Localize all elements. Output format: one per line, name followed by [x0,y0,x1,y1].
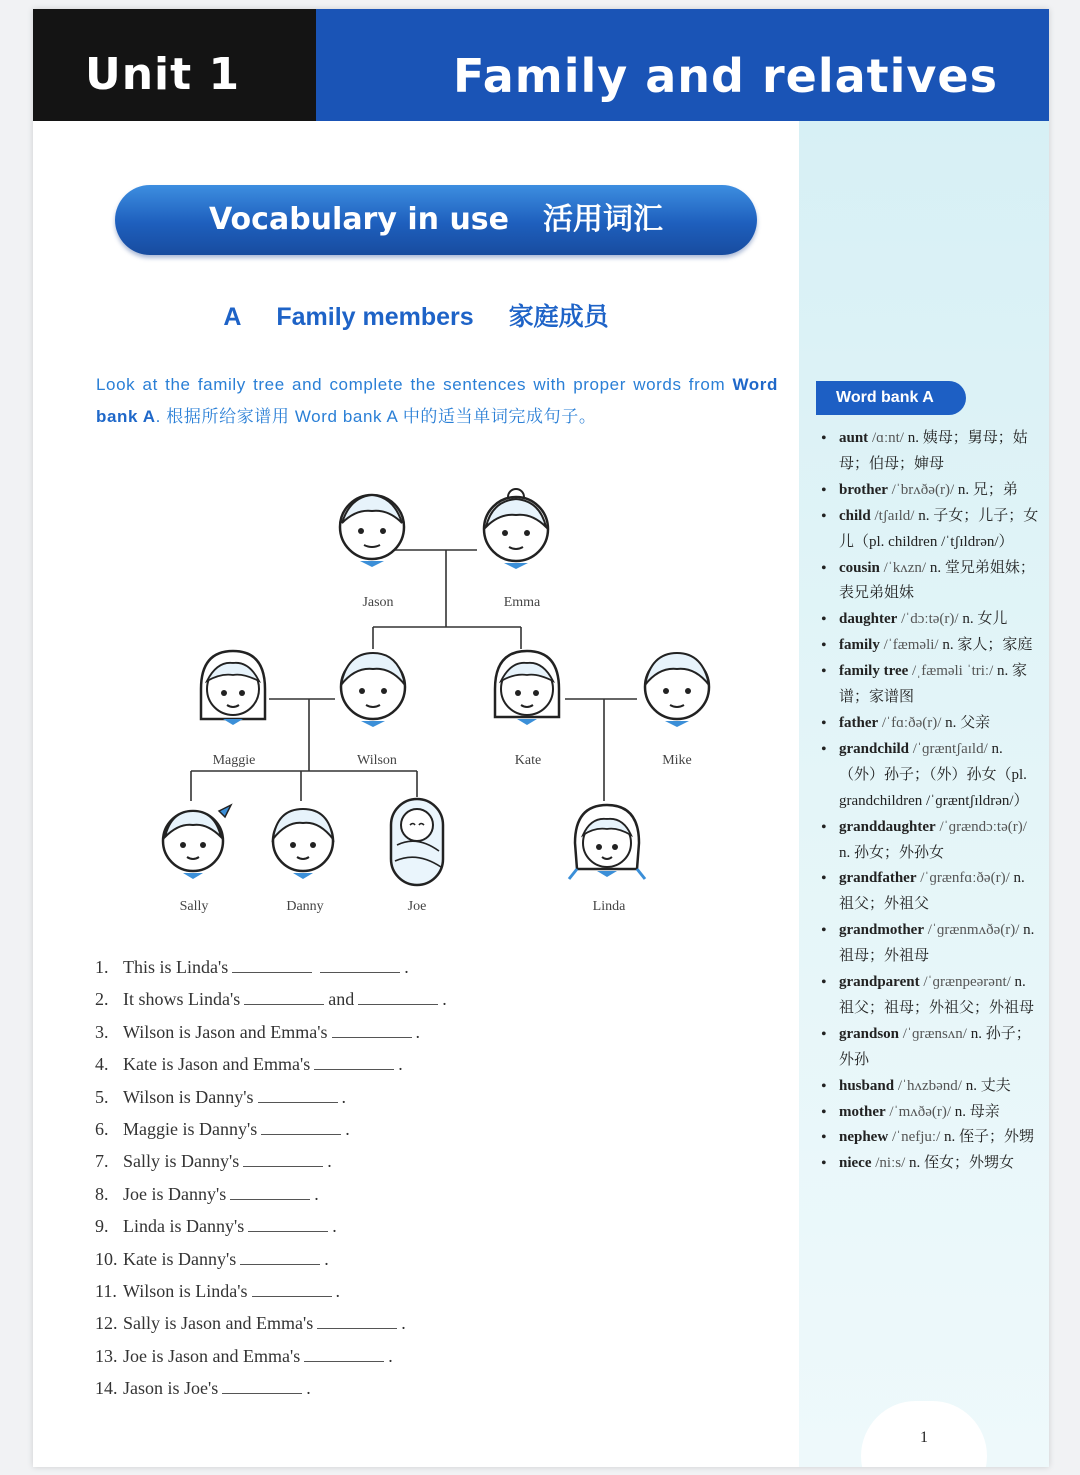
word-bank-entry [819,737,1039,815]
girl-face-icon [565,799,649,889]
word-bank-word: family tree [839,663,909,680]
exercise-text: Linda is Danny's [123,1216,245,1237]
exercise-punctuation: . [442,989,447,1010]
baby-icon [387,795,451,891]
word-bank-definition: n. 家谱；家谱图 [839,663,1028,706]
instructions-text-zh: . 根据所给家谱用 Word bank A 中的适当单词完成句子。 [155,407,597,426]
word-bank-entry [819,815,1039,867]
word-bank-phonetic: /ˈɡrænmʌðə(r)/ [927,922,1020,939]
exercise-number: 6. [95,1118,109,1139]
word-bank-phonetic: /ˈɡrænpeərənt/ [923,974,1011,991]
exercise-item [95,1243,755,1275]
exercise-text: It shows Linda's [123,989,241,1010]
name-maggie: Maggie [212,753,256,768]
answer-blank[interactable] [222,1375,302,1394]
word-bank-definition: n. 孙女；外孙女 [839,844,945,861]
exercise-text: Kate is Danny's [123,1248,237,1269]
exercise-text: Jason is Joe's [123,1378,219,1399]
exercise-item [95,1113,755,1145]
name-sally: Sally [179,899,209,914]
exercise-number: 1. [95,957,109,977]
answer-blank[interactable] [332,1019,412,1038]
word-bank-definition: n. 姨母；舅母；姑母；伯母；婶母 [839,430,1028,472]
word-bank-entry [819,607,1039,633]
instructions-text: Look at the family tree and complete the sentences with proper words from [96,375,733,394]
word-bank-word: mother [839,1103,886,1120]
exercise-item [95,1178,755,1210]
exercise-text: Sally is Jason and Emma's [123,1313,314,1334]
word-bank-entry [819,504,1039,556]
exercise-punctuation: . [314,1183,319,1204]
word-bank-phonetic: /ˈdɔːtə(r)/ [901,611,959,628]
word-bank-definition: n. 祖父；外祖父 [839,870,1025,913]
word-bank-word: nephew [839,1129,889,1146]
word-bank-entry [819,866,1039,918]
word-bank-entry [819,918,1039,970]
answer-blank[interactable] [320,954,400,973]
answer-blank[interactable] [358,986,438,1005]
exercise-number: 13. [95,1345,118,1366]
exercise-text: Sally is Danny's [123,1151,240,1172]
word-bank-entry [819,659,1039,711]
exercise-item [95,951,755,983]
word-bank-word: cousin [839,559,880,576]
word-bank-phonetic: /ˈɡrændɔːtə(r)/ [939,818,1027,835]
word-bank-word: grandmother [839,922,924,939]
part-title-zh: 家庭成员 [508,303,609,331]
person-linda [565,799,649,883]
word-bank-definition: n. 祖父；祖母；外祖父；外祖母 [839,974,1035,1016]
word-bank-phonetic: /ˈmʌðə(r)/ [889,1103,952,1120]
exercise-punctuation: . [404,957,409,977]
man-face-icon [635,645,719,729]
answer-blank[interactable] [244,986,324,1005]
answer-blank[interactable] [243,1148,323,1167]
word-bank-entry [819,1100,1039,1126]
exercise-list [95,951,755,1404]
word-bank-phonetic: /niːs/ [875,1155,906,1172]
word-bank-definition: n. 兄；弟 [957,481,1018,498]
person-kate [485,645,569,729]
word-bank-definition: n. 父亲 [945,714,991,731]
page-number: 1 [920,1429,928,1446]
exercise-number: 4. [95,1054,109,1075]
exercise-number: 8. [95,1183,109,1204]
woman-face-icon [191,645,275,729]
exercise-item [95,1307,755,1339]
exercise-text: Wilson is Danny's [123,1086,254,1107]
word-bank-definition: n. 丈夫 [965,1077,1011,1094]
answer-blank[interactable] [232,954,312,973]
exercise-punctuation: . [388,1345,393,1366]
girl-face-icon [153,799,237,883]
word-bank-phonetic: /ˈnefjuː/ [891,1129,941,1146]
word-bank-phonetic: /ˈfæməli/ [883,637,939,654]
person-sally [153,799,237,883]
person-maggie [191,645,275,729]
exercise-item [95,1210,755,1242]
person-emma [474,487,558,571]
word-bank-definition: n. 侄子；外甥 [944,1129,1035,1146]
word-bank-phonetic: /ˈɡræntʃaɪld/ [912,740,988,757]
answer-blank[interactable] [230,1181,310,1200]
word-bank-word: family [839,637,880,654]
word-bank-phonetic: /ˈɡrænsʌn/ [902,1025,967,1042]
exercise-number: 7. [95,1151,109,1172]
word-bank-entry [819,478,1039,504]
woman-face-icon [485,645,569,729]
word-bank-phonetic: /tʃaɪld/ [874,507,915,524]
exercise-number: 11. [95,1280,117,1301]
grandma-face-icon [474,487,558,571]
word-bank-word: father [839,714,879,731]
word-bank-definition: n. 侄女；外甥女 [909,1155,1015,1172]
unit-topic: Family and relatives [453,49,998,103]
exercise-item [95,1081,755,1113]
person-mike [635,645,719,729]
answer-blank[interactable] [314,1051,394,1070]
exercise-text: This is Linda's [123,957,229,977]
exercise-number: 12. [95,1313,118,1334]
word-bank-entry [819,1074,1039,1100]
word-bank-entry [819,970,1039,1022]
part-title-en: Family members [276,303,474,331]
exercise-punctuation: . [327,1151,332,1172]
name-jason: Jason [362,595,394,610]
name-emma: Emma [503,595,541,610]
exercise-text: Wilson is Linda's [123,1280,248,1301]
exercise-item [95,1340,755,1372]
word-bank-definition: n. 女儿 [962,611,1008,628]
section-title-zh: 活用词汇 [543,202,663,237]
exercise-text: Maggie is Danny's [123,1118,258,1139]
exercise-punctuation: . [324,1248,329,1269]
word-bank-title: Word bank A [816,381,966,415]
word-bank-entry [819,1022,1039,1074]
word-bank-list [819,426,1039,1177]
answer-blank[interactable] [304,1343,384,1362]
exercise-item [95,983,755,1015]
section-title-en: Vocabulary in use [208,202,509,237]
word-bank-phonetic: /ˈfɑːðə(r)/ [881,714,942,731]
name-kate: Kate [514,753,542,768]
exercise-item [95,1048,755,1080]
word-bank-entry [819,1125,1039,1151]
word-bank-definition: n. 家人；家庭 [942,637,1033,654]
answer-blank[interactable] [317,1310,397,1329]
answer-blank[interactable] [248,1213,328,1232]
answer-blank[interactable] [252,1278,332,1297]
word-bank-phonetic: /ˈkʌzn/ [883,559,927,576]
word-bank-definition: n. 子女；儿子；女儿（pl. children /ˈtʃɪldrən/） [839,507,1039,550]
exercise-number: 14. [95,1378,118,1399]
word-bank-word: brother [839,481,888,498]
exercise-number: 9. [95,1216,109,1237]
word-bank-definition: n. （外）孙子；（外）孙女（pl. grandchildren /ˈɡræntʃɪldrən/） [839,740,1029,809]
word-bank-phonetic: /ˈbrʌðə(r)/ [891,481,955,498]
word-bank-definition: n. 孙子；外孙 [839,1025,1031,1068]
unit-number: Unit 1 [85,49,241,100]
word-bank-word: husband [839,1077,895,1094]
answer-blank[interactable] [240,1246,320,1265]
word-bank-reference: Word bank A [96,375,778,426]
word-bank-phonetic: /ɑːnt/ [871,430,904,446]
word-bank-word: aunt [839,430,869,446]
answer-blank[interactable] [261,1116,341,1135]
exercise-number: 5. [95,1086,109,1107]
textbook-page [33,9,1049,1467]
word-bank-entry [819,426,1039,478]
exercise-punctuation: . [415,1021,421,1042]
exercise-punctuation: . [332,1216,337,1237]
person-jason [330,487,414,571]
word-bank-definition: n. 堂兄弟姐妹；表兄弟姐妹 [839,559,1035,602]
word-bank-word: grandparent [839,974,920,991]
exercise-number: 2. [95,989,109,1010]
name-joe: Joe [407,899,427,914]
exercise-item [95,1275,755,1307]
exercise-item [95,1016,755,1048]
exercise-punctuation: . [401,1313,406,1334]
person-joe [387,795,471,879]
word-bank-phonetic: /ˌfæməli ˈtriː/ [912,663,994,680]
word-bank-entry [819,711,1039,737]
exercise-punctuation: . [306,1378,311,1399]
exercise-item [95,1145,755,1177]
word-bank-word: grandson [839,1025,900,1042]
word-bank-word: child [839,507,871,524]
person-danny [263,799,347,883]
word-bank-word: granddaughter [839,818,936,835]
man-face-icon [331,645,415,729]
answer-blank[interactable] [258,1084,338,1103]
exercise-text: Joe is Danny's [123,1183,227,1204]
exercise-punctuation: . [345,1118,350,1139]
exercise-text: Joe is Jason and Emma's [123,1345,301,1366]
exercise-number: 10. [95,1248,118,1269]
word-bank-entry [819,556,1039,608]
grandpa-face-icon [330,487,414,571]
exercise-punctuation: . [398,1054,403,1075]
word-bank-word: grandfather [839,870,917,887]
word-bank-word: grandchild [839,740,910,757]
word-bank-word: daughter [839,611,898,628]
part-letter: A [223,303,242,331]
exercise-number: 3. [95,1021,109,1042]
name-mike: Mike [662,753,692,768]
boy-face-icon [263,799,347,883]
word-bank-entry [819,633,1039,659]
exercise-punctuation: . [335,1280,341,1301]
exercise-text: Kate is Jason and Emma's [123,1054,311,1075]
name-wilson: Wilson [357,753,397,768]
word-bank-definition: n. 母亲 [954,1103,1000,1120]
exercise-item [95,1372,755,1404]
exercise-text-mid: and [328,989,355,1010]
word-bank-phonetic: /ˈɡrænfɑːðə(r)/ [920,870,1010,887]
word-bank-phonetic: /ˈhʌzbənd/ [897,1077,962,1094]
word-bank-word: niece [839,1155,872,1172]
exercise-punctuation: . [341,1086,347,1107]
name-danny: Danny [286,899,324,914]
word-bank-entry [819,1151,1039,1177]
name-linda: Linda [592,899,626,914]
word-bank-definition: n. 祖母；外祖母 [839,922,1035,965]
person-wilson [331,645,415,729]
exercise-text: Wilson is Jason and Emma's [123,1021,328,1042]
